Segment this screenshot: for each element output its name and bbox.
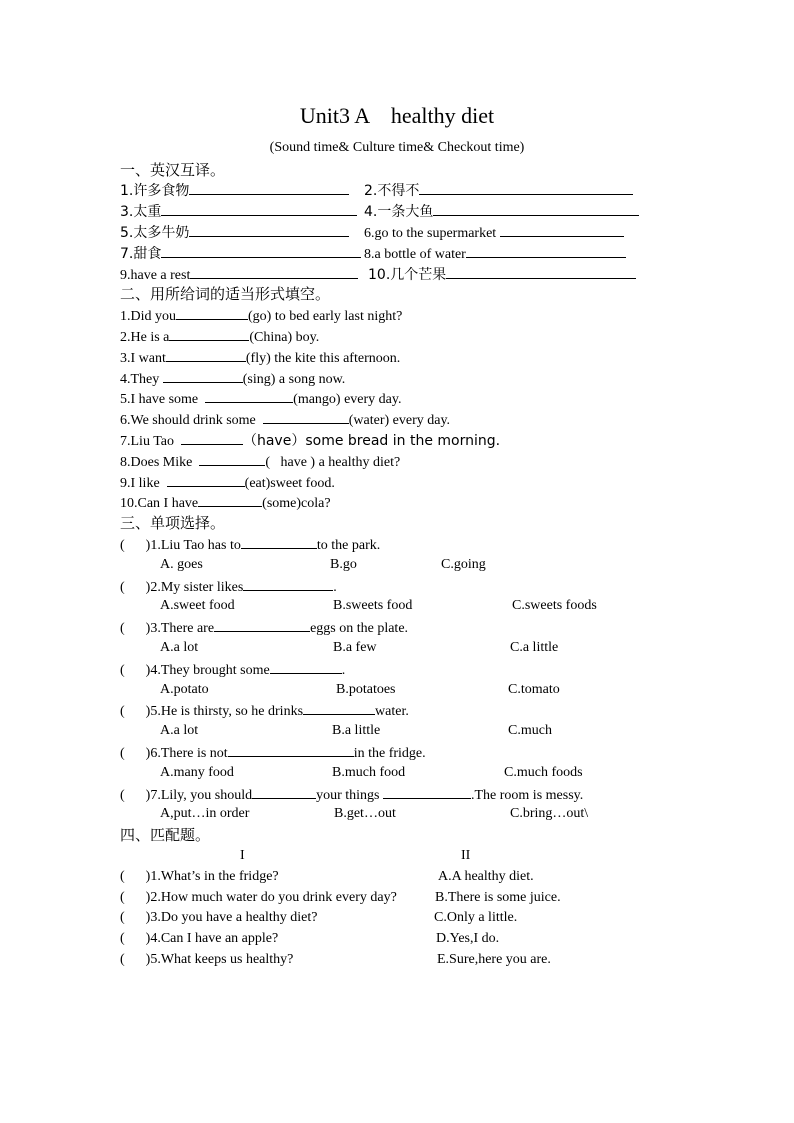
answer-blank[interactable] <box>176 305 248 320</box>
translation-item <box>120 222 349 242</box>
option-a: A.a lot <box>160 723 199 738</box>
item-text: 9.I like <box>120 476 160 491</box>
section-heading-translation: 一、英汉互译。 <box>120 161 226 179</box>
item-text: 4.一条大鱼 <box>364 204 434 220</box>
option-b: B.potatoes <box>336 682 396 697</box>
option-c: C.sweets foods <box>512 598 597 613</box>
question-text: . <box>341 663 346 678</box>
translation-item <box>120 201 357 221</box>
item-text: 2.不得不 <box>364 183 420 199</box>
fill-item <box>120 472 335 492</box>
answer-bracket[interactable]: ( ) <box>120 952 151 967</box>
item-hint: (mango) every day. <box>293 392 402 407</box>
match-item <box>120 908 318 928</box>
option-b: B.get…out <box>334 806 396 821</box>
match-item <box>120 950 293 970</box>
choice-question <box>120 617 408 637</box>
item-hint: (water) every day. <box>348 413 451 428</box>
answer-blank[interactable] <box>190 264 358 279</box>
answer-blank[interactable] <box>419 180 633 195</box>
column-header-i: I <box>240 848 245 863</box>
question-text: .The room is messy. <box>470 788 584 803</box>
item-text: 4.They <box>120 372 160 387</box>
section-heading-fill-blank: 二、用所给词的适当形式填空。 <box>120 285 331 303</box>
item-text: 7.甜食 <box>120 246 162 262</box>
translation-item <box>120 264 358 284</box>
question-text: 1.What’s in the fridge? <box>150 869 279 884</box>
match-answer: D.Yes,I do. <box>436 931 500 946</box>
option-c: C.much <box>508 723 552 738</box>
item-text: 10.Can I have <box>120 496 199 511</box>
question-text: 4.They brought some <box>150 663 270 678</box>
answer-blank <box>243 576 333 591</box>
question-text: 4.Can I have an apple? <box>150 931 279 946</box>
option-b: B.go <box>330 557 357 572</box>
answer-blank <box>228 742 354 757</box>
item-text: 3.I want <box>120 351 166 366</box>
option-b: B.a few <box>333 640 377 655</box>
option-a: A,put…in order <box>160 806 250 821</box>
item-text: 2.He is a <box>120 330 170 345</box>
answer-blank[interactable] <box>166 347 246 362</box>
fill-item <box>120 430 500 450</box>
option-a: A.many food <box>160 765 234 780</box>
translation-item <box>120 180 349 200</box>
item-hint: (some)cola? <box>262 496 331 511</box>
item-hint: (sing) a song now. <box>242 372 346 387</box>
fill-item <box>120 451 400 471</box>
match-answer: A.A healthy diet. <box>438 869 534 884</box>
choice-question <box>120 659 345 679</box>
answer-bracket[interactable]: ( ) <box>120 580 151 595</box>
translation-item <box>368 264 636 284</box>
answer-blank <box>214 617 310 632</box>
question-text: 6.There is not <box>150 746 228 761</box>
answer-blank <box>303 700 375 715</box>
item-text: 8.a bottle of water <box>364 247 466 262</box>
option-a: A. goes <box>160 557 203 572</box>
answer-blank <box>252 784 316 799</box>
choice-question <box>120 700 409 720</box>
answer-bracket[interactable]: ( ) <box>120 704 151 719</box>
answer-bracket[interactable]: ( ) <box>120 931 151 946</box>
match-item <box>120 888 397 908</box>
option-b: B.a little <box>332 723 381 738</box>
option-a: A.potato <box>160 682 209 697</box>
item-hint: (fly) the kite this afternoon. <box>245 351 401 366</box>
answer-blank[interactable] <box>161 243 361 258</box>
question-text: 1.Liu Tao has to <box>150 538 241 553</box>
question-text: 3.Do you have a healthy diet? <box>150 910 318 925</box>
answer-blank <box>383 784 471 799</box>
page-title: Unit3 A healthy diet <box>299 103 495 128</box>
item-text: 6.We should drink some <box>120 413 256 428</box>
answer-blank[interactable] <box>167 472 245 487</box>
answer-blank[interactable] <box>205 388 293 403</box>
item-hint: (go) to bed early last night? <box>248 309 403 324</box>
page-subtitle: (Sound time& Culture time& Checkout time) <box>269 140 525 155</box>
item-text: 1.许多食物 <box>120 183 190 199</box>
question-text: . <box>333 580 337 595</box>
question-text: your things <box>316 788 380 803</box>
section-heading-choice: 三、单项选择。 <box>120 514 226 532</box>
choice-question <box>120 784 583 804</box>
answer-blank[interactable] <box>169 326 249 341</box>
item-text: 9.have a rest <box>120 268 191 283</box>
answer-blank <box>241 534 317 549</box>
answer-blank[interactable] <box>181 430 243 445</box>
answer-bracket[interactable]: ( ) <box>120 538 151 553</box>
choice-question <box>120 576 337 596</box>
answer-blank[interactable] <box>446 264 636 279</box>
match-item <box>120 929 278 949</box>
item-text: 6.go to the supermarket <box>364 226 497 241</box>
question-text: 5.What keeps us healthy? <box>150 952 294 967</box>
translation-item <box>364 222 624 242</box>
match-answer: E.Sure,here you are. <box>437 952 551 967</box>
item-hint: ( have ) a healthy diet? <box>265 455 401 470</box>
choice-question <box>120 534 380 554</box>
question-text: 2.My sister likes <box>150 580 244 595</box>
answer-blank[interactable] <box>433 201 639 216</box>
translation-item <box>120 243 361 263</box>
answer-blank[interactable] <box>189 180 349 195</box>
item-hint: (eat)sweet food. <box>244 476 335 491</box>
answer-bracket[interactable]: ( ) <box>120 910 151 925</box>
question-text: 5.He is thirsty, so he drinks <box>150 704 304 719</box>
answer-blank[interactable] <box>161 201 357 216</box>
item-text: 8.Does Mike <box>120 455 193 470</box>
question-text: to the park. <box>316 538 381 553</box>
answer-blank[interactable] <box>263 409 349 424</box>
option-a: A.a lot <box>160 640 199 655</box>
question-text: water. <box>375 704 409 719</box>
translation-item <box>364 180 633 200</box>
item-text: 3.太重 <box>120 204 162 220</box>
answer-bracket[interactable]: ( ) <box>120 621 151 636</box>
question-text: 2.How much water do you drink every day? <box>150 890 397 905</box>
section-heading-matching: 四、匹配题。 <box>120 826 211 844</box>
question-text: 3.There are <box>150 621 215 636</box>
item-text: 5.太多牛奶 <box>120 225 190 241</box>
translation-item <box>364 201 639 221</box>
question-text: eggs on the plate. <box>310 621 409 636</box>
column-header-ii: II <box>461 848 471 863</box>
answer-blank[interactable] <box>199 451 265 466</box>
option-a: A.sweet food <box>160 598 235 613</box>
item-text: 1.Did you <box>120 309 176 324</box>
answer-blank <box>270 659 342 674</box>
option-b: B.much food <box>332 765 406 780</box>
item-hint: (China) boy. <box>249 330 320 345</box>
answer-blank[interactable] <box>189 222 349 237</box>
option-c: C.much foods <box>504 765 583 780</box>
option-b: B.sweets food <box>333 598 413 613</box>
answer-blank[interactable] <box>466 243 626 258</box>
match-item <box>120 867 279 887</box>
fill-item <box>120 388 401 408</box>
answer-bracket[interactable]: ( ) <box>120 788 151 803</box>
option-c: C.going <box>441 557 486 572</box>
option-c: C.tomato <box>508 682 560 697</box>
choice-question <box>120 742 426 762</box>
item-text: 7.Liu Tao <box>120 434 174 449</box>
answer-bracket[interactable]: ( ) <box>120 890 151 905</box>
match-answer: B.There is some juice. <box>435 890 561 905</box>
answer-bracket[interactable]: ( ) <box>120 663 151 678</box>
match-answer: C.Only a little. <box>434 910 518 925</box>
translation-item <box>364 243 626 263</box>
fill-item <box>120 347 400 367</box>
item-text: 10.几个芒果 <box>368 267 447 283</box>
question-text: in the fridge. <box>353 746 426 761</box>
option-c: C.a little <box>510 640 559 655</box>
item-text: 5.I have some <box>120 392 199 407</box>
fill-item <box>120 305 402 325</box>
fill-item <box>120 326 319 346</box>
answer-bracket[interactable]: ( ) <box>120 746 151 761</box>
fill-item <box>120 368 345 388</box>
fill-item <box>120 409 450 429</box>
item-hint: （have）some bread in the morning. <box>242 433 501 449</box>
answer-blank[interactable] <box>198 492 262 507</box>
option-c: C.bring…out\ <box>510 806 589 821</box>
question-text: 7.Lily, you should <box>150 788 253 803</box>
answer-bracket[interactable]: ( ) <box>120 869 151 884</box>
answer-blank[interactable] <box>163 368 243 383</box>
answer-blank[interactable] <box>500 222 624 237</box>
fill-item <box>120 492 331 512</box>
